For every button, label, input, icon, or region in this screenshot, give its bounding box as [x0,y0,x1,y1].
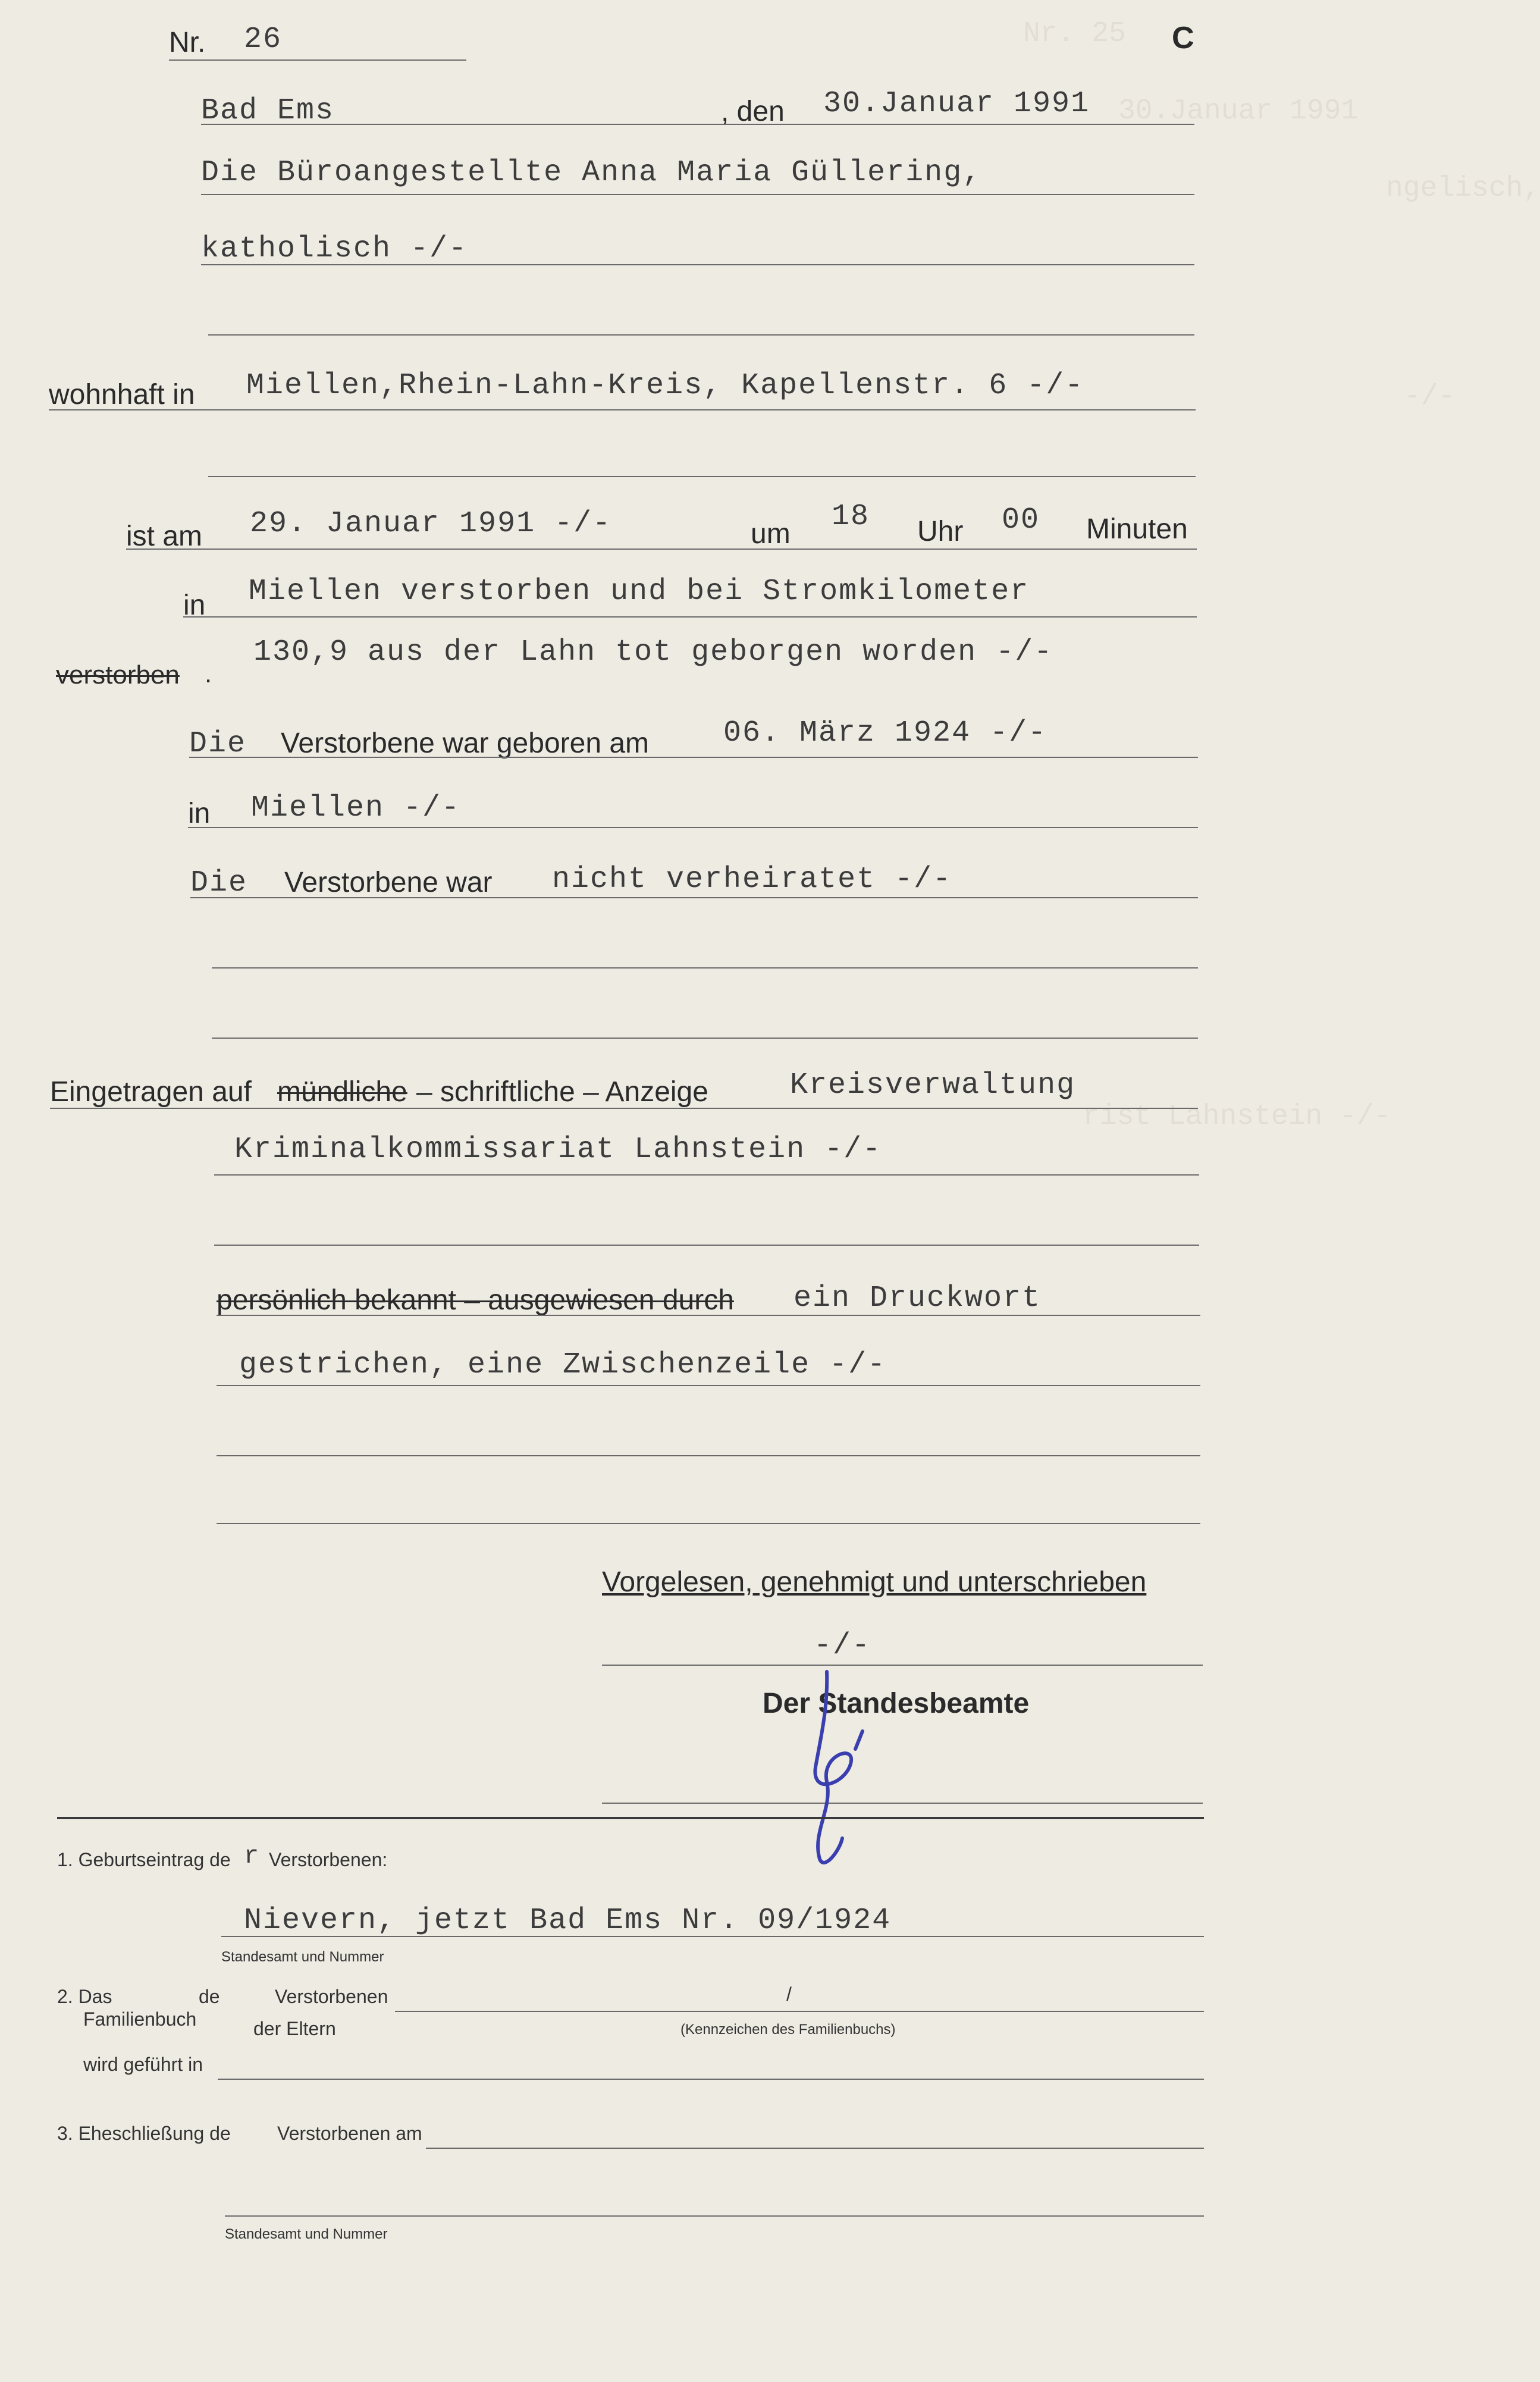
residence: Miellen,Rhein-Lahn-Kreis, Kapellenstr. 6 -/- [246,369,1084,403]
reporter-line-1: Kreisverwaltung [790,1068,1076,1102]
corner-letter: C [1172,21,1194,55]
death-date: 29. Januar 1991 -/- [250,507,612,541]
note-rule-2 [217,1385,1200,1386]
birth-place: Miellen -/- [251,791,461,825]
blank-rule-5 [214,1245,1199,1246]
reporter-rule-2 [214,1174,1199,1176]
footer-2-de: de [199,1986,220,2007]
birth-date: 06. März 1924 -/- [723,716,1047,750]
death-minute: 00 [1002,503,1040,537]
footer-3-label: 3. Eheschließung de [57,2123,231,2144]
footer-2-label-a: 2. Das [57,1986,112,2007]
footer-2-eltern: der Eltern [253,2018,336,2039]
reporter-line-2: Kriminalkommissariat Lahnstein -/- [234,1133,882,1167]
footer-2-wird: wird geführt in [83,2054,203,2075]
verstorben-label: verstorben [56,660,180,689]
in-label-1: in [183,590,206,621]
minuten-label: Minuten [1086,513,1188,545]
death-place-line-1: Miellen verstorben und bei Stromkilometer [249,575,1030,609]
registrar-label: Der Standesbeamte [763,1688,1030,1719]
marital-rule [190,897,1198,898]
wohnhaft-label: wohnhaft in [49,379,195,410]
marriage-rule [426,2148,1204,2149]
declarant-line-1-rule [201,194,1194,195]
note-line-1: ein Druckwort [793,1281,1042,1315]
birth-date-rule [189,757,1198,758]
die-1: Die [189,727,247,761]
footer-2-slash: / [786,1983,792,2005]
den-label: , den [721,96,785,127]
eingetragen-label: Eingetragen auf [50,1076,252,1108]
blank-rule-2 [208,476,1196,477]
death-date-rule [126,549,1197,550]
footer-2-label-b: Familienbuch [83,2008,197,2030]
identity-label: persönlich bekannt – ausgewiesen durch [217,1284,734,1316]
nr-underline [169,59,466,61]
birth-register-rule [221,1936,1204,1937]
footer-3-label-b: Verstorbenen am [277,2123,422,2144]
read-approved-label: Vorgelesen, genehmigt und unterschrieben [602,1566,1147,1598]
blank-rule-1 [208,334,1194,336]
declarant-line-2-rule [201,264,1194,265]
date-line [201,124,1194,125]
declarant-line-1: Die Büroangestellte Anna Maria Güllering, [201,156,982,190]
footer-1-label: 1. Geburtseintrag de [57,1849,231,1870]
muendliche-label: mündliche [277,1076,407,1108]
death-place-line-2: 130,9 aus der Lahn tot geborgen worden -/- [253,635,1053,669]
uhr-label: Uhr [917,516,964,547]
family-book-rule-2 [218,2079,1204,2080]
entry-number: 26 [244,23,283,57]
footer-1-label-b: Verstorbenen: [269,1849,388,1870]
in-label-2: in [188,798,211,829]
signature-rule [602,1665,1203,1666]
marital-status: nicht verheiratet -/- [552,863,952,897]
marital-label: Verstorbene war [284,867,493,898]
birth-place-rule [188,827,1198,828]
birth-register-value: Nievern, jetzt Bad Ems Nr. 09/1924 [244,1904,892,1938]
death-place-rule-1 [183,616,1197,618]
footer-separator [57,1817,1204,1819]
registrar-signature [785,1660,892,1874]
declarant-line-2: katholisch -/- [201,232,468,266]
registrar-signature-rule [602,1803,1203,1804]
nr-label: Nr. [169,27,206,58]
death-hour: 18 [832,500,870,534]
blank-rule-7 [217,1523,1200,1524]
ist-am-label: ist am [126,521,203,552]
registration-date: 30.Januar 1991 [823,87,1090,121]
born-label: Verstorbene war geboren am [281,728,650,759]
family-book-rule [395,2011,1204,2012]
period: . [205,659,212,688]
signature-line-text: -/- [814,1629,871,1663]
blank-rule-4 [212,1038,1198,1039]
reporter-rule-1 [50,1108,1198,1109]
die-2: Die [190,866,248,900]
registration-place: Bad Ems [201,94,335,128]
um-label: um [751,518,791,550]
note-rule-1 [217,1315,1200,1316]
schriftliche-label: – schriftliche – Anzeige [416,1076,708,1108]
blank-rule-6 [217,1455,1200,1456]
footer-1-typed-r: r [244,1842,261,1870]
blank-rule-3 [212,967,1198,969]
family-book-caption: (Kennzeichen des Familienbuchs) [680,2021,896,2038]
residence-rule [49,409,1196,410]
marriage-rule-2 [225,2215,1204,2217]
note-line-2: gestrichen, eine Zwischenzeile -/- [239,1348,887,1382]
caption-standesamt-1: Standesamt und Nummer [221,1949,384,1965]
caption-standesamt-2: Standesamt und Nummer [225,2226,388,2242]
footer-2-verstorbenen: Verstorbenen [275,1986,388,2007]
